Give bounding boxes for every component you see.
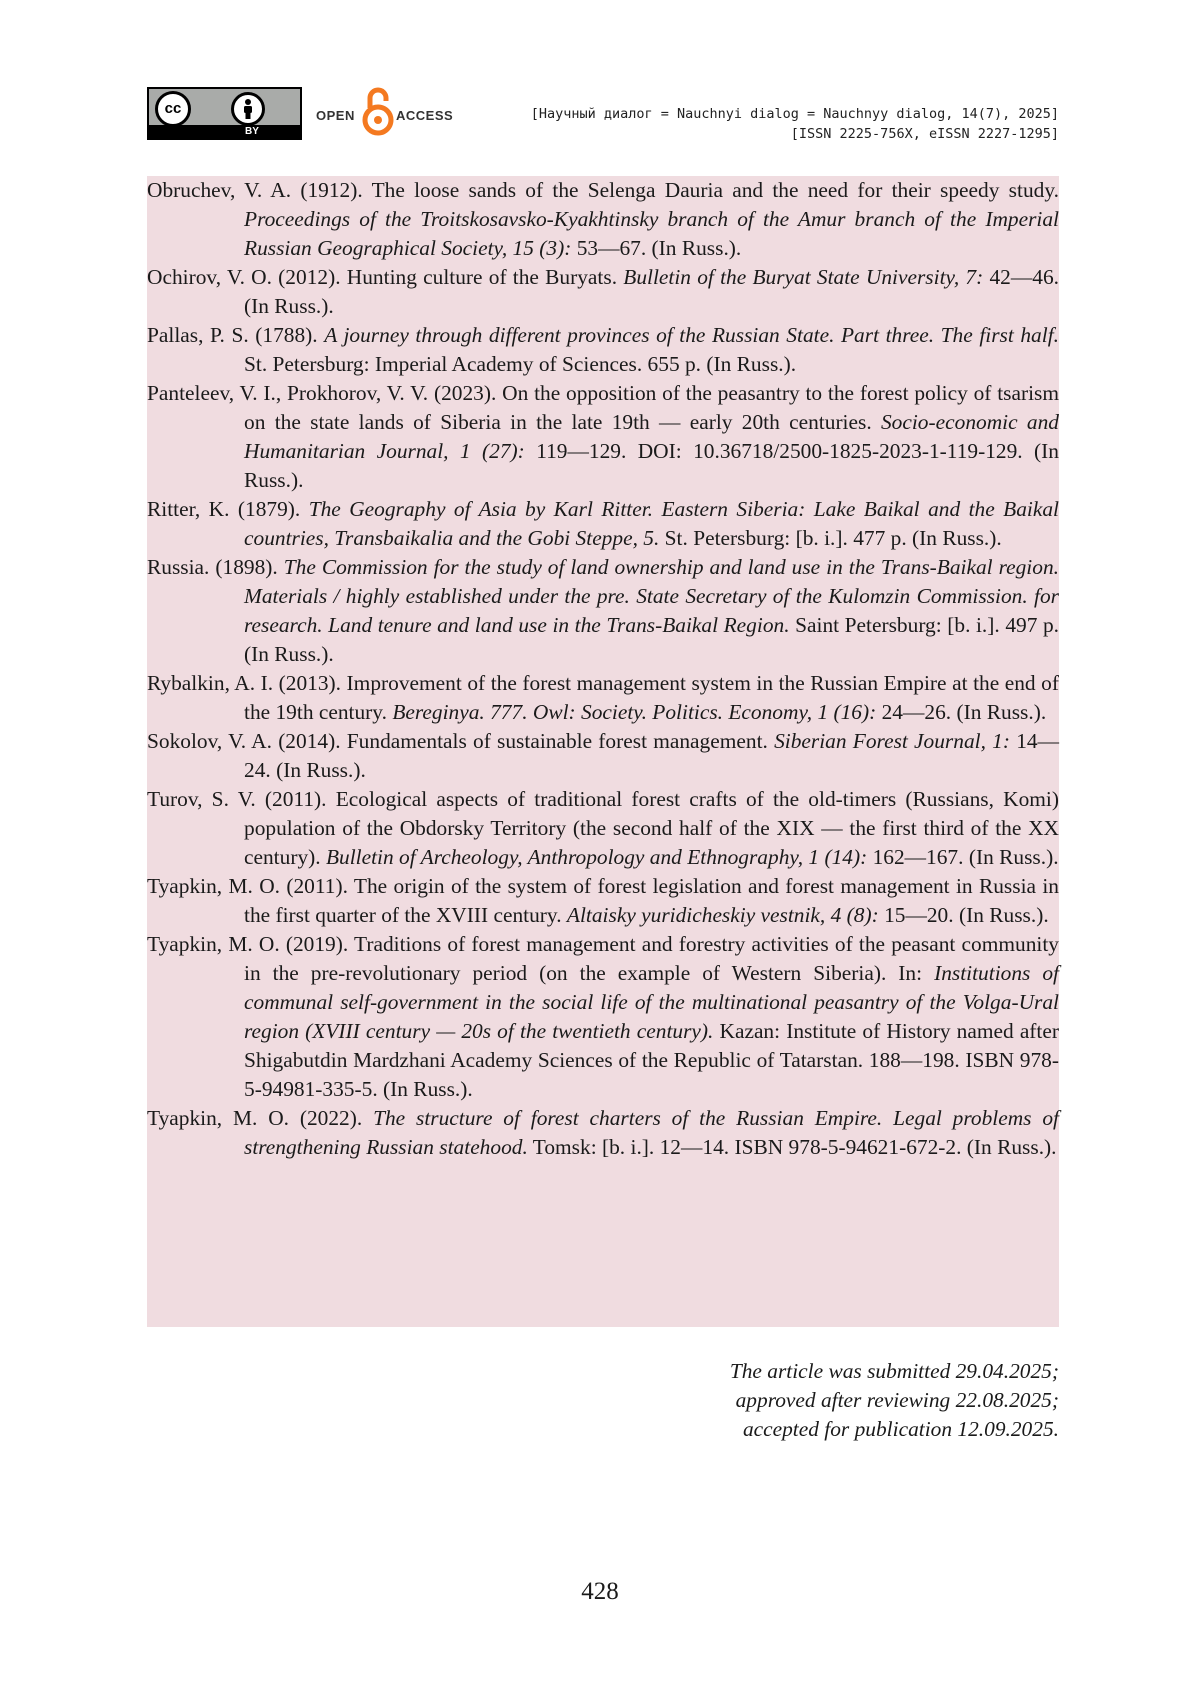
- journal-title-line: [Научный диалог = Nauchnyi dialog = Nauchnyy dialog, 14(7), 2025]: [530, 106, 1059, 122]
- reference-text: Russia. (1898).: [147, 555, 284, 579]
- reference-item: [147, 727, 1059, 785]
- oa-access-text: ACCESS: [396, 108, 454, 123]
- reference-details: Tomsk: [b. i.]. 12—14. ISBN 978-5-94621-672-2. (In Russ.).: [527, 1135, 1057, 1159]
- reference-details: 162—167. (In Russ.).: [867, 845, 1059, 869]
- reference-item: [147, 872, 1059, 930]
- reference-text: Panteleev, V. I., Prokhorov, V. V. (2023). On the opposition of the peasantry to the forest policy of tsarism on the state lands of Siberia in the late 19th — early 20th centuries.: [147, 381, 1059, 434]
- article-dates: [730, 1357, 1059, 1444]
- journal-issn-line: [ISSN 2225-756X, eISSN 2227-1295]: [790, 126, 1059, 142]
- reference-source: Proceedings of the Troitskosavsko-Kyakhtinsky branch of the Amur branch of the Imperial Russian Geographical Society, 15 (3):: [244, 207, 1059, 260]
- reference-source: Siberian Forest Journal, 1:: [774, 729, 1010, 753]
- reference-text: Tyapkin, M. O. (2022).: [147, 1106, 374, 1130]
- page-number: 428: [581, 1578, 619, 1605]
- reference-item: [147, 1104, 1059, 1162]
- reference-item: [147, 495, 1059, 553]
- reference-details: Kazan: Institute of History named after Shigabutdin Mardzhani Academy Sciences of the Republic of Tatarstan. 188—198. ISBN 978-5-94981-335-5. (In Russ.).: [244, 1019, 1059, 1101]
- reference-details: 24—26. (In Russ.).: [876, 700, 1047, 724]
- reference-text: Ritter, K. (1879).: [147, 497, 309, 521]
- reference-text: Pallas, P. S. (1788).: [147, 323, 325, 347]
- reference-item: [147, 379, 1059, 495]
- reference-source: The Geography of Asia by Karl Ritter. Eastern Siberia: Lake Baikal and the Baikal countries, Transbaikalia and the Gobi Steppe, 5.: [244, 497, 1059, 550]
- approved-date: approved after reviewing 22.08.2025;: [735, 1388, 1059, 1412]
- cc-by-license-badge: [147, 87, 302, 140]
- accepted-date: accepted for publication 12.09.2025.: [742, 1417, 1059, 1441]
- references-list: [147, 176, 1059, 1327]
- reference-details: 15—20. (In Russ.).: [878, 903, 1049, 927]
- reference-source: Bulletin of the Buryat State University, 7:: [623, 265, 984, 289]
- reference-item: [147, 930, 1059, 1104]
- reference-details: 42—46. (In Russ.).: [244, 265, 1059, 318]
- reference-details: 14—24. (In Russ.).: [244, 729, 1059, 782]
- cc-by-bar: [149, 125, 300, 138]
- oa-open-text: OPEN: [316, 108, 355, 123]
- reference-source: Socio-economic and Humanitarian Journal, 1 (27):: [244, 410, 1059, 463]
- journal-info: [531, 104, 1059, 144]
- open-access-logo: [316, 86, 456, 138]
- reference-source: Bulletin of Archeology, Anthropology and Ethnography, 1 (14):: [325, 845, 868, 869]
- reference-details: 53—67. (In Russ.).: [571, 236, 742, 260]
- reference-text: Rybalkin, A. I. (2013). Improvement of the forest management system in the Russian Empire at the end of the 19th century.: [147, 671, 1059, 724]
- reference-source: A journey through different provinces of the Russian State. Part three. The first half.: [324, 323, 1059, 347]
- reference-text: Turov, S. V. (2011). Ecological aspects of traditional forest crafts of the old-timers (Russians, Komi) population of the Obdorsky Territory (the second half of the XIX — the first third of the XX century).: [147, 787, 1059, 869]
- reference-text: Sokolov, V. A. (2014). Fundamentals of sustainable forest management.: [147, 729, 775, 753]
- reference-details: Saint Petersburg: [b. i.]. 497 p. (In Russ.).: [244, 613, 1060, 666]
- reference-text: Tyapkin, M. O. (2011). The origin of the system of forest legislation and forest management in Russia in the first quarter of the XVIII century.: [147, 874, 1059, 927]
- reference-item: [147, 785, 1059, 872]
- creative-commons-icon: cc: [155, 91, 191, 127]
- reference-source: The Commission for the study of land ownership and land use in the Trans-Baikal region. Materials / highly established under the pre. State Secretary of the Kulomzin Commission. for research. Land tenure and land use in the Trans-Baikal Region.: [244, 555, 1059, 637]
- submitted-date: The article was submitted 29.04.2025;: [729, 1359, 1059, 1383]
- reference-details: St. Petersburg: Imperial Academy of Sciences. 655 p. (In Russ.).: [244, 352, 797, 376]
- reference-text: Ochirov, V. O. (2012). Hunting culture of the Buryats.: [147, 265, 624, 289]
- attribution-icon: [231, 92, 265, 126]
- reference-text: Obruchev, V. A. (1912). The loose sands of the Selenga Dauria and the need for their speedy study.: [147, 178, 1059, 202]
- reference-item: [147, 321, 1059, 379]
- open-access-lock-icon: [361, 86, 395, 138]
- cc-by-label: BY: [245, 126, 259, 137]
- reference-text: Tyapkin, M. O. (2019). Traditions of forest management and forestry activities of the peasant community in the pre-revolutionary period (on the example of Western Siberia). In:: [147, 932, 1059, 985]
- reference-item: [147, 553, 1059, 669]
- reference-source: Institutions of communal self-government in the social life of the multinational peasantry of the Volga-Ural region (XVIII century — 20s of the twentieth century).: [244, 961, 1059, 1043]
- reference-source: Altaisky yuridicheskiy vestnik, 4 (8):: [566, 903, 879, 927]
- reference-item: [147, 263, 1059, 321]
- reference-details: St. Petersburg: [b. i.]. 477 p. (In Russ.).: [659, 526, 1002, 550]
- reference-item: [147, 669, 1059, 727]
- reference-source: Bereginya. 777. Owl: Society. Politics. Economy, 1 (16):: [392, 700, 877, 724]
- reference-item: [147, 176, 1059, 263]
- reference-details: 119—129. DOI: 10.36718/2500-1825-2023-1-119-129. (In Russ.).: [244, 439, 1059, 492]
- reference-source: The structure of forest charters of the Russian Empire. Legal problems of strengthening Russian statehood.: [244, 1106, 1059, 1159]
